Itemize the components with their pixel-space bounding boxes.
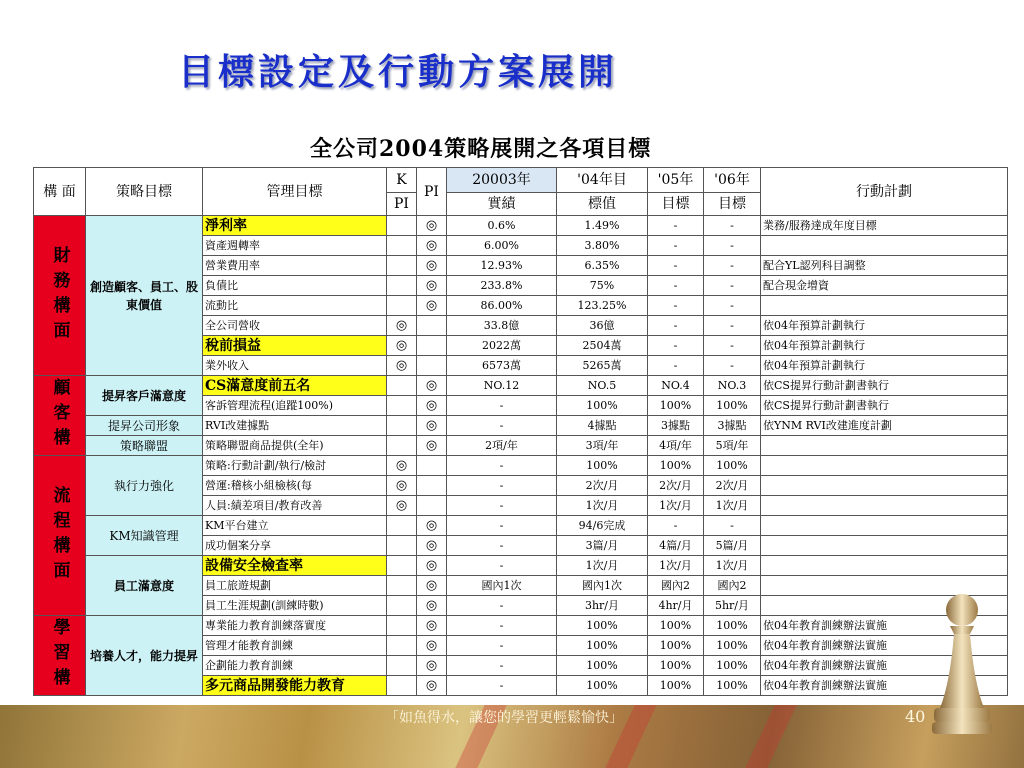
strategy-s8: 培養人才，能力提昇 [86, 616, 203, 696]
kpi-mark [387, 416, 417, 436]
mgmt-goal: 多元商品開發能力教育 [203, 676, 387, 696]
target-2005: 1次/月 [648, 556, 704, 576]
target-2005: 2次/月 [648, 476, 704, 496]
target-2006: - [704, 276, 761, 296]
target-2006: - [704, 296, 761, 316]
kpi-mark [387, 216, 417, 236]
target-2005: 100% [648, 676, 704, 696]
target-2005: - [648, 516, 704, 536]
kpi-mark [387, 616, 417, 636]
mgmt-goal: 成功個案分享 [203, 536, 387, 556]
actual-2003: 2022萬 [447, 336, 557, 356]
target-2004: 100% [557, 676, 648, 696]
facet-learning: 學習構 [34, 616, 86, 696]
target-2004: 75% [557, 276, 648, 296]
target-2006: - [704, 216, 761, 236]
header-05-top: '05年 [648, 168, 704, 193]
target-2004: 3篇/月 [557, 536, 648, 556]
actual-2003: - [447, 396, 557, 416]
target-2006: 100% [704, 456, 761, 476]
target-2006: 100% [704, 656, 761, 676]
page-number: 40 [905, 707, 926, 726]
pi-mark: ◎ [417, 516, 447, 536]
mgmt-goal: 策略:行動計劃/執行/檢討 [203, 456, 387, 476]
mgmt-goal: 流動比 [203, 296, 387, 316]
actual-2003: - [447, 656, 557, 676]
target-2004: 3.80% [557, 236, 648, 256]
mgmt-goal: KM平台建立 [203, 516, 387, 536]
target-2004: 5265萬 [557, 356, 648, 376]
kpi-mark: ◎ [387, 476, 417, 496]
facet-finance: 財務構面 [34, 216, 86, 376]
actual-2003: 86.00% [447, 296, 557, 316]
mgmt-goal: 業外收入 [203, 356, 387, 376]
header-06-bottom: 目標 [704, 193, 761, 216]
action-plan: 配合YL認列科目調整 [761, 256, 1008, 276]
table-row [34, 556, 1008, 576]
facet-customer: 顧客構 [34, 376, 86, 456]
strategy-s6: KM知識管理 [86, 516, 203, 556]
kpi-mark [387, 276, 417, 296]
mgmt-goal: 員工生涯規劃(訓練時數) [203, 596, 387, 616]
mgmt-goal: 人員:績差項目/教育改善 [203, 496, 387, 516]
target-2006: - [704, 336, 761, 356]
action-plan: 依CS提昇行動計劃書執行 [761, 376, 1008, 396]
target-2005: 4hr/月 [648, 596, 704, 616]
kpi-mark [387, 436, 417, 456]
mgmt-goal: 負債比 [203, 276, 387, 296]
action-plan: 依04年教育訓練辦法實施 [761, 676, 1008, 696]
facet-process: 流程構面 [34, 456, 86, 616]
header-facet: 構 面 [34, 168, 86, 216]
actual-2003: - [447, 556, 557, 576]
target-2005: 國內2 [648, 576, 704, 596]
table-row [34, 516, 1008, 536]
pi-mark: ◎ [417, 436, 447, 456]
strategy-table [33, 167, 1008, 696]
target-2004: 123.25% [557, 296, 648, 316]
kpi-mark [387, 576, 417, 596]
action-plan: 業務/服務達成年度目標 [761, 216, 1008, 236]
kpi-mark: ◎ [387, 336, 417, 356]
kpi-mark [387, 596, 417, 616]
target-2006: 100% [704, 396, 761, 416]
footer-slogan: 「如魚得水，讓您的學習更輕鬆愉快」 [385, 710, 623, 726]
header-plan: 行動計劃 [761, 168, 1008, 216]
strategy-s2: 提昇客戶滿意度 [86, 376, 203, 416]
actual-2003: 12.93% [447, 256, 557, 276]
pi-mark: ◎ [417, 596, 447, 616]
actual-2003: - [447, 636, 557, 656]
header-strategy: 策略目標 [86, 168, 203, 216]
header-kpi-top: K [387, 168, 417, 193]
actual-2003: - [447, 536, 557, 556]
target-2006: - [704, 256, 761, 276]
action-plan: 依04年預算計劃執行 [761, 356, 1008, 376]
mgmt-goal: CS滿意度前五名 [203, 376, 387, 396]
pi-mark: ◎ [417, 256, 447, 276]
header-04-top: '04年目 [557, 168, 648, 193]
actual-2003: 6573萬 [447, 356, 557, 376]
mgmt-goal: 員工旅遊規劃 [203, 576, 387, 596]
action-plan: 依CS提昇行動計劃書執行 [761, 396, 1008, 416]
action-plan [761, 436, 1008, 456]
target-2004: 1次/月 [557, 496, 648, 516]
strategy-s5: 執行力強化 [86, 456, 203, 516]
target-2005: - [648, 236, 704, 256]
target-2005: 100% [648, 396, 704, 416]
actual-2003: - [447, 516, 557, 536]
target-2004: 2次/月 [557, 476, 648, 496]
actual-2003: - [447, 616, 557, 636]
kpi-mark [387, 376, 417, 396]
target-2004: 100% [557, 456, 648, 476]
table-row [34, 436, 1008, 456]
target-2004: 100% [557, 616, 648, 636]
mgmt-goal: 策略聯盟商品提供(全年) [203, 436, 387, 456]
target-2005: - [648, 336, 704, 356]
kpi-mark [387, 676, 417, 696]
action-plan [761, 456, 1008, 476]
target-2005: 4篇/月 [648, 536, 704, 556]
pi-mark: ◎ [417, 276, 447, 296]
mgmt-goal: 管理才能教育訓練 [203, 636, 387, 656]
target-2004: 2504萬 [557, 336, 648, 356]
actual-2003: - [447, 596, 557, 616]
target-2006: 3據點 [704, 416, 761, 436]
mgmt-goal: 資產週轉率 [203, 236, 387, 256]
actual-2003: 2項/年 [447, 436, 557, 456]
kpi-mark [387, 556, 417, 576]
target-2005: - [648, 276, 704, 296]
kpi-mark: ◎ [387, 496, 417, 516]
target-2006: - [704, 316, 761, 336]
pi-mark: ◎ [417, 656, 447, 676]
target-2004: 36億 [557, 316, 648, 336]
action-plan [761, 496, 1008, 516]
target-2005: - [648, 256, 704, 276]
mgmt-goal: 淨利率 [203, 216, 387, 236]
target-2004: 100% [557, 656, 648, 676]
target-2005: - [648, 356, 704, 376]
mgmt-goal: 企劃能力教育訓練 [203, 656, 387, 676]
target-2004: 1.49% [557, 216, 648, 236]
pi-mark: ◎ [417, 416, 447, 436]
action-plan: 配合現金增資 [761, 276, 1008, 296]
pi-mark [417, 496, 447, 516]
target-2006: 5hr/月 [704, 596, 761, 616]
mgmt-goal: 專業能力教育訓練落實度 [203, 616, 387, 636]
pi-mark [417, 356, 447, 376]
action-plan [761, 556, 1008, 576]
target-2006: 100% [704, 616, 761, 636]
action-plan: 依YNM RVI改建進度計劃 [761, 416, 1008, 436]
actual-2003: - [447, 456, 557, 476]
target-2006: 5項/年 [704, 436, 761, 456]
target-2004: 4據點 [557, 416, 648, 436]
kpi-mark [387, 636, 417, 656]
kpi-mark [387, 256, 417, 276]
header-kpi-bottom: PI [387, 193, 417, 216]
target-2005: - [648, 216, 704, 236]
action-plan [761, 536, 1008, 556]
pi-mark: ◎ [417, 536, 447, 556]
table-row [34, 616, 1008, 636]
target-2006: - [704, 516, 761, 536]
actual-2003: NO.12 [447, 376, 557, 396]
target-2006: 100% [704, 676, 761, 696]
target-2006: NO.3 [704, 376, 761, 396]
pi-mark: ◎ [417, 576, 447, 596]
header-05-bottom: 目標 [648, 193, 704, 216]
mgmt-goal: 營業費用率 [203, 256, 387, 276]
pi-mark: ◎ [417, 296, 447, 316]
target-2004: 100% [557, 396, 648, 416]
target-2004: 6.35% [557, 256, 648, 276]
mgmt-goal: 客訴管理流程(追蹤100%) [203, 396, 387, 416]
target-2004: 94/6完成 [557, 516, 648, 536]
strategy-s1: 創造顧客、員工、股東價值 [86, 216, 203, 376]
kpi-mark: ◎ [387, 356, 417, 376]
kpi-mark [387, 656, 417, 676]
actual-2003: - [447, 496, 557, 516]
mgmt-goal: 設備安全檢查率 [203, 556, 387, 576]
header-2003-top: 20003年 [447, 168, 557, 193]
strategy-s4: 策略聯盟 [86, 436, 203, 456]
pi-mark: ◎ [417, 376, 447, 396]
target-2005: - [648, 316, 704, 336]
pi-mark: ◎ [417, 216, 447, 236]
target-2005: 100% [648, 656, 704, 676]
actual-2003: 6.00% [447, 236, 557, 256]
kpi-mark: ◎ [387, 456, 417, 476]
target-2004: 100% [557, 636, 648, 656]
action-plan: 依04年教育訓練辦法實施 [761, 636, 1008, 656]
header-mgmt: 管理目標 [203, 168, 387, 216]
mgmt-goal: 稅前損益 [203, 336, 387, 356]
header-04-bottom: 標值 [557, 193, 648, 216]
target-2004: 國內1次 [557, 576, 648, 596]
target-2004: 3hr/月 [557, 596, 648, 616]
action-plan: 依04年預算計劃執行 [761, 316, 1008, 336]
actual-2003: 國內1次 [447, 576, 557, 596]
action-plan [761, 476, 1008, 496]
pi-mark: ◎ [417, 396, 447, 416]
mgmt-goal: 營運:稽核小組檢核(每 [203, 476, 387, 496]
pi-mark [417, 336, 447, 356]
table-row [34, 456, 1008, 476]
kpi-mark [387, 516, 417, 536]
kpi-mark [387, 536, 417, 556]
actual-2003: 233.8% [447, 276, 557, 296]
target-2006: - [704, 356, 761, 376]
strategy-s7: 員工滿意度 [86, 556, 203, 616]
strategy-s3: 提昇公司形象 [86, 416, 203, 436]
pi-mark: ◎ [417, 676, 447, 696]
target-2004: 1次/月 [557, 556, 648, 576]
target-2005: 3據點 [648, 416, 704, 436]
header-pi: PI [417, 168, 447, 216]
pi-mark: ◎ [417, 556, 447, 576]
target-2004: 3項/年 [557, 436, 648, 456]
action-plan: 依04年教育訓練辦法實施 [761, 656, 1008, 676]
kpi-mark: ◎ [387, 316, 417, 336]
action-plan: 依04年教育訓練辦法實施 [761, 616, 1008, 636]
kpi-mark [387, 396, 417, 416]
target-2005: NO.4 [648, 376, 704, 396]
table-title: 全公司2004策略展開之各項目標 [310, 136, 652, 162]
mgmt-goal: RVI改建據點 [203, 416, 387, 436]
pi-mark: ◎ [417, 236, 447, 256]
target-2006: - [704, 236, 761, 256]
target-2005: 100% [648, 616, 704, 636]
kpi-mark [387, 236, 417, 256]
pi-mark: ◎ [417, 616, 447, 636]
target-2005: 1次/月 [648, 496, 704, 516]
target-2006: 1次/月 [704, 556, 761, 576]
target-2005: 100% [648, 456, 704, 476]
action-plan [761, 236, 1008, 256]
target-2006: 2次/月 [704, 476, 761, 496]
target-2005: 100% [648, 636, 704, 656]
pi-mark [417, 476, 447, 496]
table-row [34, 216, 1008, 236]
actual-2003: 33.8億 [447, 316, 557, 336]
page-title: 目標設定及行動方案展開 [178, 52, 619, 93]
target-2005: - [648, 296, 704, 316]
header-2003-bottom: 實績 [447, 193, 557, 216]
actual-2003: - [447, 416, 557, 436]
pi-mark [417, 316, 447, 336]
pi-mark [417, 456, 447, 476]
pi-mark: ◎ [417, 636, 447, 656]
action-plan [761, 296, 1008, 316]
target-2004: NO.5 [557, 376, 648, 396]
action-plan [761, 516, 1008, 536]
actual-2003: - [447, 676, 557, 696]
target-2005: 4項/年 [648, 436, 704, 456]
actual-2003: - [447, 476, 557, 496]
target-2006: 國內2 [704, 576, 761, 596]
header-06-top: '06年 [704, 168, 761, 193]
chess-pawn-icon [932, 588, 992, 738]
table-row [34, 416, 1008, 436]
mgmt-goal: 全公司營收 [203, 316, 387, 336]
kpi-mark [387, 296, 417, 316]
action-plan: 依04年預算計劃執行 [761, 336, 1008, 356]
target-2006: 5篇/月 [704, 536, 761, 556]
target-2006: 1次/月 [704, 496, 761, 516]
table-row [34, 376, 1008, 396]
target-2006: 100% [704, 636, 761, 656]
actual-2003: 0.6% [447, 216, 557, 236]
